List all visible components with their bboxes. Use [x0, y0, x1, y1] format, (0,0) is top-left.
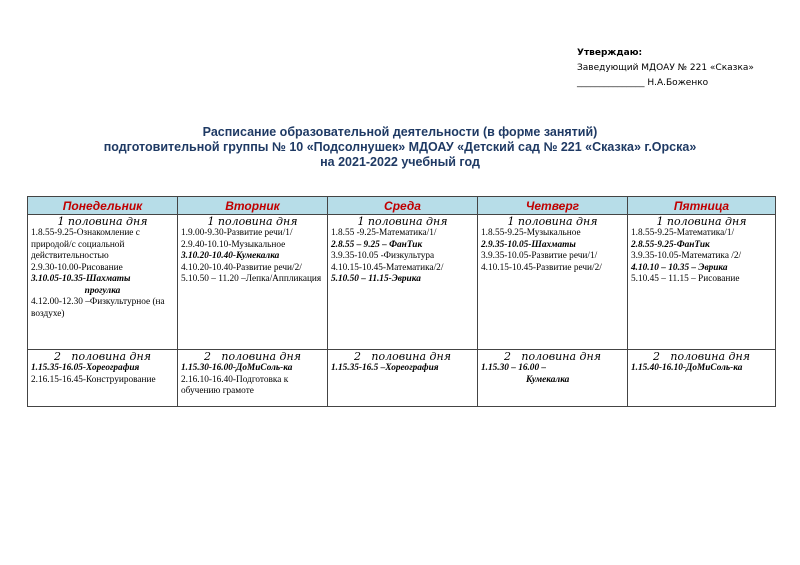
- half-label: 1 половина дня: [357, 215, 448, 228]
- activity-item: 2.9.40-10.10-Музыкальное: [181, 239, 286, 250]
- day-header: Вторник: [178, 197, 328, 215]
- activity-item: прогулка: [84, 285, 121, 296]
- activity-item: 1.15.30 – 16.00 –: [481, 363, 547, 373]
- activity-item: 3.10.05-10.35-Шахматы: [31, 274, 131, 284]
- approval-position: Заведующий МДОАУ № 221 «Сказка»: [577, 63, 754, 73]
- activity-item: 1.9.00-9.30-Развитие речи/1/: [181, 228, 293, 238]
- second-half-cell: [478, 350, 628, 407]
- activity-list: [31, 363, 174, 386]
- activity-item: 5.10.45 – 11.15 – Рисование: [631, 274, 740, 284]
- activity-list: [331, 363, 474, 375]
- half-label: 1 половина дня: [656, 215, 747, 228]
- activity-list: [181, 363, 324, 398]
- first-half-row: [28, 215, 776, 350]
- activity-list: [181, 228, 324, 286]
- second-half-row: [28, 350, 776, 407]
- day-header: Четверг: [478, 197, 628, 215]
- first-half-cell: [28, 215, 178, 350]
- day-header: Пятница: [628, 197, 776, 215]
- second-half-cell: [28, 350, 178, 407]
- activity-item: 2.9.30-10.00-Рисование: [31, 262, 123, 273]
- approval-block: [577, 46, 754, 91]
- activity-item: 1.8.55-9.25-Ознакомление с природой/с социальной действительностью: [31, 228, 140, 261]
- schedule-table: [27, 196, 776, 407]
- title-line-1: Расписание образовательной деятельности (в форме занятий): [202, 125, 598, 139]
- activity-item: 4.12.00-12.30 –Физкультурное (на воздухе): [31, 297, 165, 319]
- first-half-cell: [328, 215, 478, 350]
- half-label: 2 половина дня: [203, 350, 302, 363]
- activity-item: 1.8.55 -9.25-Математика/1/: [331, 228, 437, 238]
- activity-item: 4.10.20-10.40-Развитие речи/2/: [181, 262, 302, 273]
- activity-item: 2.16.15-16.45-Конструирование: [31, 374, 156, 385]
- approval-title: Утверждаю:: [577, 48, 643, 58]
- half-label: 1 половина дня: [207, 215, 298, 228]
- document-title: [0, 125, 800, 170]
- activity-item: 5.10.50 – 11.20 –Лепка/Аппликация: [181, 274, 322, 284]
- half-label: 2 половина дня: [503, 350, 602, 363]
- half-label: 2 половина дня: [53, 350, 152, 363]
- second-half-cell: [628, 350, 776, 407]
- approval-signature: _______________ Н.А.Боженко: [577, 78, 709, 88]
- activity-item: 3.9.35-10.05 -Физкультура: [331, 251, 435, 261]
- half-label: 2 половина дня: [353, 350, 452, 363]
- activity-list: [481, 363, 624, 386]
- first-half-cell: [178, 215, 328, 350]
- activity-list: [31, 228, 174, 320]
- days-header-row: [28, 197, 776, 215]
- half-label: 1 половина дня: [57, 215, 148, 228]
- activity-item: 2.8.55-9.25-ФанТик: [631, 239, 710, 250]
- first-half-cell: [478, 215, 628, 350]
- first-half-cell: [628, 215, 776, 350]
- activity-item: 4.10.15-10.45-Математика/2/: [331, 262, 444, 273]
- second-half-cell: [328, 350, 478, 407]
- activity-item: 2.16.10-16.40-Подготовка к обучению грамоте: [181, 374, 289, 396]
- activity-item: 1.8.55-9.25-Музыкальное: [481, 228, 581, 238]
- activity-item: 1.15.40-16.10-ДоМиСоль-ка: [631, 363, 743, 373]
- activity-item: 1.15.35-16.05-Хореография: [31, 363, 140, 373]
- activity-item: Кумекалка: [526, 374, 570, 385]
- day-header: Среда: [328, 197, 478, 215]
- activity-list: [481, 228, 624, 274]
- half-label: 2 половина дня: [652, 350, 751, 363]
- activity-item: 5.10.50 – 11.15-Эврика: [331, 274, 421, 284]
- activity-list: [631, 363, 772, 375]
- activity-item: 1.15.30-16.00-ДоМиСоль-ка: [181, 363, 293, 373]
- activity-item: 3.9.35-10.05-Развитие речи/1/: [481, 251, 598, 261]
- activity-list: [631, 228, 772, 286]
- activity-item: 4.10.10 – 10.35 – Эврика: [631, 262, 728, 273]
- day-header: Понедельник: [28, 197, 178, 215]
- activity-item: 2.9.35-10.05-Шахматы: [481, 239, 576, 250]
- activity-item: 1.8.55-9.25-Математика/1/: [631, 228, 735, 238]
- title-line-3: на 2021-2022 учебный год: [320, 155, 480, 169]
- activity-item: 3.10.20-10.40-Кумекалка: [181, 251, 280, 261]
- half-label: 1 половина дня: [507, 215, 598, 228]
- activity-item: 2.8.55 – 9.25 – ФанТик: [331, 239, 423, 250]
- activity-item: 1.15.35-16.5 –Хореография: [331, 363, 439, 373]
- activity-item: 4.10.15-10.45-Развитие речи/2/: [481, 262, 602, 273]
- activity-list: [331, 228, 474, 286]
- title-line-2: подготовительной группы № 10 «Подсолнушек» МДОАУ «Детский сад № 221 «Сказка» г.Орска»: [103, 140, 697, 154]
- activity-item: 3.9.35-10.05-Математика /2/: [631, 251, 742, 261]
- second-half-cell: [178, 350, 328, 407]
